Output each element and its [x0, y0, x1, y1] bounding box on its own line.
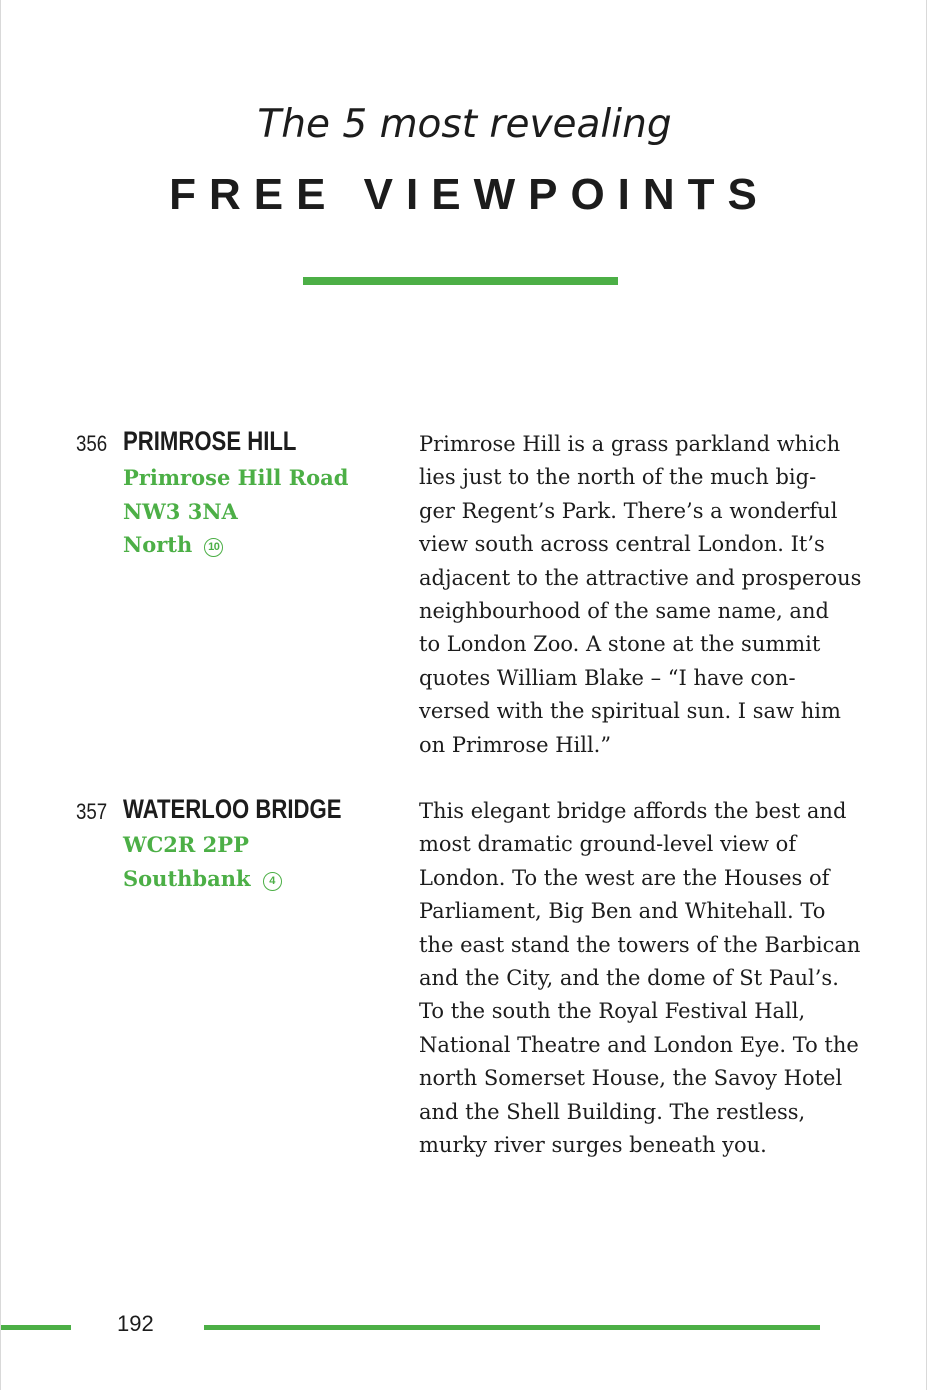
- entry-number: 356: [76, 431, 108, 456]
- entry-title: WATERLOO BRIDGE: [123, 794, 342, 824]
- description-line: Parliament, Big Ben and Whitehall. To: [419, 899, 826, 924]
- area-label: Southbank: [123, 865, 251, 891]
- entry-address: [123, 828, 282, 895]
- footer-divider-left: [1, 1325, 71, 1330]
- description-line: murky river surges beneath you.: [419, 1132, 767, 1157]
- description-line: on Primrose Hill.”: [419, 732, 612, 757]
- entry-address: [123, 461, 348, 562]
- page-title: FREE VIEWPOINTS: [169, 170, 770, 219]
- description-line: London. To the west are the Houses of: [419, 865, 830, 890]
- description-line: quotes William Blake – “I have con-: [419, 665, 796, 690]
- description-line: Primrose Hill is a grass parkland which: [419, 432, 841, 456]
- description-line: This elegant bridge affords the best and: [419, 799, 847, 823]
- description-line: To the south the Royal Festival Hall,: [419, 999, 806, 1024]
- description-line: neighbourhood of the same name, and: [419, 598, 829, 623]
- description-line: adjacent to the attractive and prosperous: [419, 565, 862, 590]
- description-line: view south across central London. It’s: [419, 532, 825, 557]
- entry-description: [419, 428, 862, 762]
- description-line: ger Regent’s Park. There’s a wonderful: [419, 498, 838, 523]
- entry-description: [419, 795, 859, 1162]
- description-line: and the Shell Building. The restless,: [419, 1099, 806, 1124]
- description-line: to London Zoo. A stone at the summit: [419, 632, 821, 657]
- description-line: National Theatre and London Eye. To the: [419, 1032, 859, 1057]
- area-label: North: [123, 532, 193, 557]
- page-subtitle: The 5 most revealing: [257, 102, 672, 147]
- area-number-icon: 10: [204, 538, 223, 557]
- entry-title: PRIMROSE HILL: [123, 426, 297, 456]
- description-line: lies just to the north of the much big-: [419, 465, 817, 490]
- address-area: [123, 528, 348, 562]
- entry-number: 357: [76, 799, 108, 824]
- area-number-icon: 4: [263, 872, 282, 891]
- description-line: the east stand the towers of the Barbican: [419, 932, 861, 957]
- description-line: north Somerset House, the Savoy Hotel: [419, 1066, 843, 1091]
- address-area: [123, 862, 282, 896]
- footer-divider-right: [204, 1325, 820, 1330]
- address-street: Primrose Hill Road: [123, 465, 349, 490]
- title-divider: [303, 277, 618, 285]
- address-postcode: WC2R 2PP: [123, 832, 249, 857]
- description-line: and the City, and the dome of St Paul’s.: [419, 965, 839, 990]
- page-number: 192: [117, 1311, 154, 1336]
- description-line: most dramatic ground-level view of: [419, 832, 797, 857]
- address-postcode: NW3 3NA: [123, 498, 238, 524]
- description-line: versed with the spiritual sun. I saw him: [419, 699, 841, 724]
